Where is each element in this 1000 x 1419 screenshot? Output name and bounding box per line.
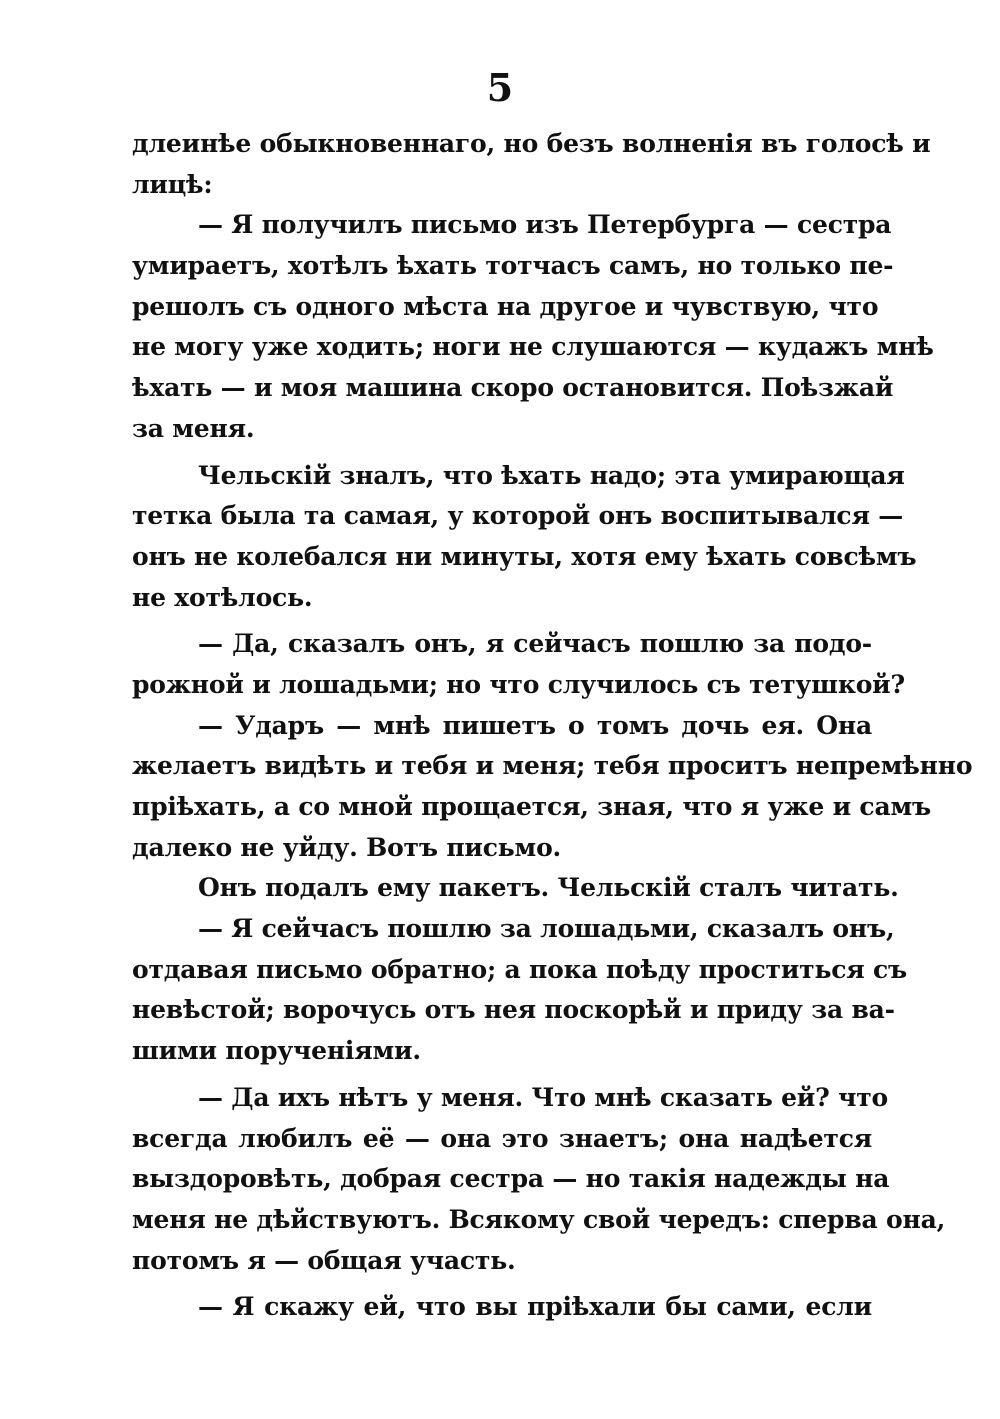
text-line: желаетъ видѣть и тебя и меня; тебя проситъ непремѣнно (132, 751, 973, 781)
text-line: меня не дѣйствуютъ. Всякому свой чередъ: сперва она, (132, 1204, 946, 1234)
text-line: рожной и лошадьми; но что случилось съ тетушкой? (132, 669, 905, 699)
text-line: далеко не уйду. Вотъ письмо. (132, 832, 562, 862)
text-line: лицѣ: (132, 169, 213, 199)
text-line: Чельскій зналъ, что ѣхать надо; эта умирающая (198, 460, 905, 490)
text-line: невѣстой; ворочусь отъ нея поскорѣй и приду за ва- (132, 995, 895, 1025)
text-line: длеинѣе обыкновеннаго, но безъ волненія въ голосѣ и (132, 129, 931, 158)
text-line: не хотѣлось. (132, 582, 313, 612)
text-line: тетка была та самая, у которой онъ воспитывался — (132, 501, 904, 531)
text-line: — Ударъ — мнѣ пишетъ о томъ дочь ея. Она (198, 710, 872, 740)
text-line: — Я скажу ей, что вы пріѣхали бы сами, если (198, 1292, 872, 1322)
text-line: шими порученіями. (132, 1036, 421, 1066)
text-line: всегда любилъ её — она это знаетъ; она надѣется (132, 1123, 872, 1153)
text-line: онъ не колебался ни минуты, хотя ему ѣхать совсѣмъ (132, 541, 917, 571)
text-line: — Да ихъ нѣтъ у меня. Что мнѣ сказать ей? что (198, 1082, 888, 1112)
text-line: выздоровѣть, добрая сестра — но такія надежды на (132, 1164, 890, 1194)
text-line: отдавая письмо обратно; а пока поѣду проститься съ (132, 954, 908, 984)
text-line: умираетъ, хотѣлъ ѣхать тотчасъ самъ, но только пе- (132, 251, 894, 281)
text-line: — Я сейчасъ пошлю за лошадьми, сказалъ онъ, (198, 914, 895, 944)
text-line: ѣхать — и моя машина скоро остановится. Поѣзжай (132, 373, 894, 403)
text-line: не могу уже ходить; ноги не слушаются — кудажъ мнѣ (132, 332, 934, 362)
text-line: решолъ съ одного мѣста на другое и чувствую, что (132, 291, 879, 321)
text-line: — Я получилъ письмо изъ Петербурга — сестра (198, 210, 892, 240)
text-line: за меня. (132, 413, 255, 443)
page-number: 5 (486, 65, 514, 110)
text-line: Онъ подалъ ему пакетъ. Чельскій сталъ читать. (198, 873, 899, 903)
text-line: — Да, сказалъ онъ, я сейчасъ пошлю за подо- (198, 629, 872, 659)
body-text (132, 124, 973, 1328)
text-line: потомъ я — общая участь. (132, 1245, 516, 1275)
text-line: пріѣхать, а со мной прощается, зная, что я уже и самъ (132, 792, 931, 821)
